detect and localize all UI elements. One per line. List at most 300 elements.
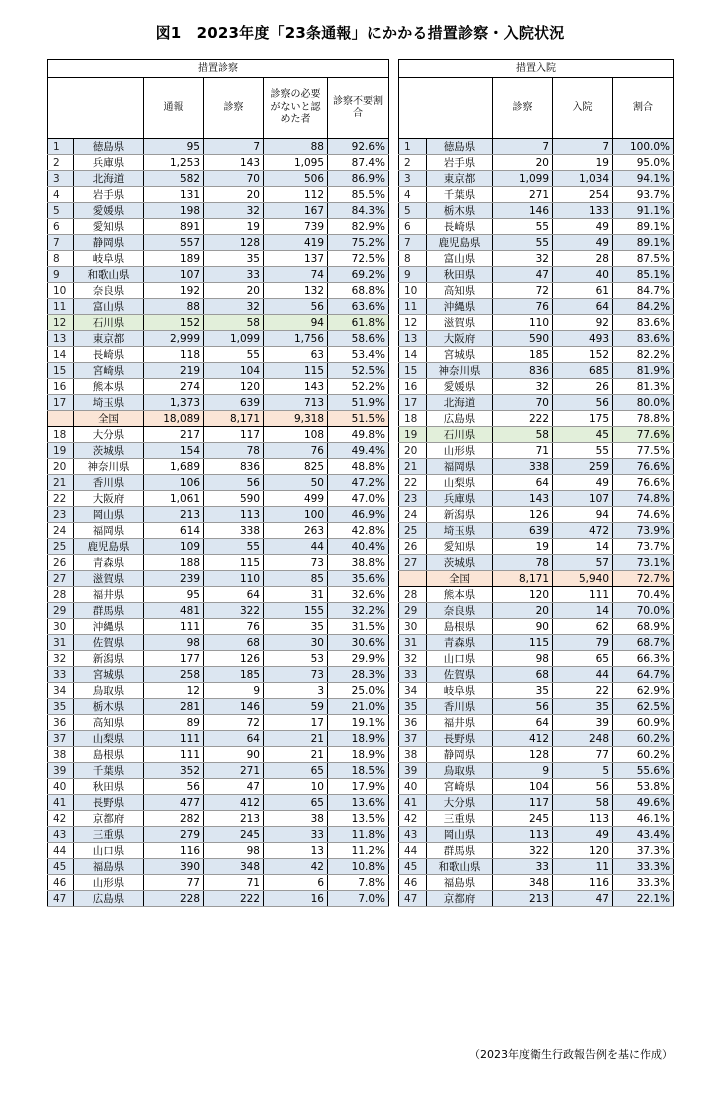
prefecture-cell: 高知県: [74, 715, 144, 731]
page-title: 図1 2023年度「23条通報」にかかる措置診察・入院状況: [155, 24, 565, 42]
group-header: 措置入院: [399, 60, 674, 78]
exams-cell: 20: [493, 603, 553, 619]
prefecture-cell: 滋賀県: [74, 571, 144, 587]
table-row: [48, 427, 389, 443]
not-needed-ratio-cell: 31.5%: [328, 619, 389, 635]
not-needed-cell: 506: [264, 171, 328, 187]
prefecture-cell: 福島県: [427, 875, 493, 891]
not-needed-ratio-cell: 72.5%: [328, 251, 389, 267]
admission-ratio-cell: 89.1%: [613, 235, 674, 251]
not-needed-ratio-cell: 53.4%: [328, 347, 389, 363]
not-needed-ratio-cell: 61.8%: [328, 315, 389, 331]
rank-cell: 43: [399, 827, 427, 843]
exams-cell: 590: [493, 331, 553, 347]
table-row: [48, 891, 389, 907]
table-row: [399, 715, 674, 731]
not-needed-ratio-cell: 13.5%: [328, 811, 389, 827]
rank-cell: 28: [399, 587, 427, 603]
exams-cell: 47: [204, 779, 264, 795]
admission-ratio-cell: 72.7%: [613, 571, 674, 587]
reports-cell: 131: [144, 187, 204, 203]
exams-cell: 64: [204, 587, 264, 603]
rank-cell: 30: [48, 619, 74, 635]
not-needed-cell: 65: [264, 795, 328, 811]
prefecture-cell: 奈良県: [74, 283, 144, 299]
table-row: [48, 347, 389, 363]
prefecture-cell: 兵庫県: [427, 491, 493, 507]
exams-cell: 128: [204, 235, 264, 251]
rank-cell: 43: [48, 827, 74, 843]
exams-cell: 115: [493, 635, 553, 651]
exams-cell: 47: [493, 267, 553, 283]
prefecture-cell: 埼玉県: [74, 395, 144, 411]
admission-ratio-cell: 43.4%: [613, 827, 674, 843]
exams-cell: 639: [204, 395, 264, 411]
prefecture-cell: 香川県: [427, 699, 493, 715]
not-needed-ratio-cell: 32.2%: [328, 603, 389, 619]
admissions-cell: 254: [553, 187, 613, 203]
not-needed-cell: 419: [264, 235, 328, 251]
rank-cell: 29: [399, 603, 427, 619]
prefecture-cell: 埼玉県: [427, 523, 493, 539]
rank-cell: 10: [399, 283, 427, 299]
admissions-cell: 493: [553, 331, 613, 347]
admissions-cell: 685: [553, 363, 613, 379]
rank-cell: 26: [399, 539, 427, 555]
rank-cell: 12: [399, 315, 427, 331]
exams-cell: 590: [204, 491, 264, 507]
measure-admission-table: [398, 59, 674, 907]
exams-cell: 126: [204, 651, 264, 667]
prefecture-cell: 青森県: [427, 635, 493, 651]
admission-ratio-cell: 53.8%: [613, 779, 674, 795]
admissions-cell: 14: [553, 539, 613, 555]
admissions-cell: 7: [553, 139, 613, 155]
rank-cell: 37: [48, 731, 74, 747]
rank-cell: 46: [399, 875, 427, 891]
not-needed-cell: 42: [264, 859, 328, 875]
exams-cell: 8,171: [493, 571, 553, 587]
admissions-cell: 49: [553, 827, 613, 843]
not-needed-cell: 143: [264, 379, 328, 395]
reports-cell: 1,061: [144, 491, 204, 507]
not-needed-cell: 112: [264, 187, 328, 203]
not-needed-cell: 94: [264, 315, 328, 331]
rank-cell: 42: [399, 811, 427, 827]
not-needed-cell: 88: [264, 139, 328, 155]
rank-cell: 3: [48, 171, 74, 187]
prefecture-cell: 香川県: [74, 475, 144, 491]
exams-cell: 115: [204, 555, 264, 571]
exams-cell: 213: [204, 811, 264, 827]
rank-cell: 18: [48, 427, 74, 443]
rank-cell: 21: [48, 475, 74, 491]
admission-ratio-cell: 37.3%: [613, 843, 674, 859]
table-row: [48, 587, 389, 603]
admission-ratio-cell: 91.1%: [613, 203, 674, 219]
exams-cell: 9: [204, 683, 264, 699]
prefecture-cell: 沖縄県: [74, 619, 144, 635]
exams-cell: 55: [493, 235, 553, 251]
rank-cell: 46: [48, 875, 74, 891]
column-header: 診察の必要がないと認めた者: [264, 78, 328, 139]
reports-cell: 582: [144, 171, 204, 187]
exams-cell: 113: [204, 507, 264, 523]
exams-cell: 104: [493, 779, 553, 795]
reports-cell: 177: [144, 651, 204, 667]
table-row: [399, 587, 674, 603]
not-needed-ratio-cell: 82.9%: [328, 219, 389, 235]
table-row: [399, 843, 674, 859]
admission-ratio-cell: 62.5%: [613, 699, 674, 715]
table-row: [48, 747, 389, 763]
rank-cell: 11: [399, 299, 427, 315]
rank-cell: 39: [48, 763, 74, 779]
rank-cell: 40: [48, 779, 74, 795]
table-row: [48, 731, 389, 747]
prefecture-cell: 鳥取県: [427, 763, 493, 779]
exams-cell: 90: [204, 747, 264, 763]
not-needed-ratio-cell: 68.8%: [328, 283, 389, 299]
admission-ratio-cell: 62.9%: [613, 683, 674, 699]
reports-cell: 1,373: [144, 395, 204, 411]
prefecture-cell: 鳥取県: [74, 683, 144, 699]
prefecture-cell: 佐賀県: [74, 635, 144, 651]
exams-cell: 185: [204, 667, 264, 683]
rank-cell: 6: [399, 219, 427, 235]
prefecture-cell: 山口県: [427, 651, 493, 667]
total-row: [48, 411, 389, 427]
rank-cell: 45: [48, 859, 74, 875]
rank-cell: 17: [399, 395, 427, 411]
prefecture-cell: 長崎県: [427, 219, 493, 235]
table-row: [48, 507, 389, 523]
admissions-cell: 57: [553, 555, 613, 571]
rank-cell: 1: [399, 139, 427, 155]
prefecture-cell: 沖縄県: [427, 299, 493, 315]
reports-cell: 116: [144, 843, 204, 859]
admission-ratio-cell: 68.9%: [613, 619, 674, 635]
exams-cell: 146: [493, 203, 553, 219]
reports-cell: 279: [144, 827, 204, 843]
rank-cell: 5: [399, 203, 427, 219]
table-row: [48, 299, 389, 315]
not-needed-cell: 38: [264, 811, 328, 827]
reports-cell: 95: [144, 587, 204, 603]
rank-cell: 10: [48, 283, 74, 299]
rank-cell: 20: [399, 443, 427, 459]
admissions-cell: 175: [553, 411, 613, 427]
table-row: [399, 859, 674, 875]
exams-cell: 412: [493, 731, 553, 747]
rank-cell: 16: [48, 379, 74, 395]
rank-cell: 15: [48, 363, 74, 379]
rank-cell: 16: [399, 379, 427, 395]
admissions-cell: 472: [553, 523, 613, 539]
table-row: [48, 859, 389, 875]
not-needed-cell: 35: [264, 619, 328, 635]
exams-cell: 412: [204, 795, 264, 811]
admissions-cell: 19: [553, 155, 613, 171]
prefecture-cell: 北海道: [74, 171, 144, 187]
admissions-cell: 65: [553, 651, 613, 667]
exams-cell: 117: [493, 795, 553, 811]
admission-ratio-cell: 76.6%: [613, 475, 674, 491]
prefecture-cell: 京都府: [427, 891, 493, 907]
prefecture-cell: 大分県: [74, 427, 144, 443]
reports-cell: 282: [144, 811, 204, 827]
exams-cell: 70: [204, 171, 264, 187]
not-needed-ratio-cell: 7.8%: [328, 875, 389, 891]
exams-cell: 128: [493, 747, 553, 763]
admissions-cell: 94: [553, 507, 613, 523]
rank-cell: 33: [48, 667, 74, 683]
table-row: [48, 139, 389, 155]
exams-cell: 68: [493, 667, 553, 683]
not-needed-cell: 53: [264, 651, 328, 667]
table-row: [48, 651, 389, 667]
rank-cell: 44: [399, 843, 427, 859]
exams-cell: 338: [493, 459, 553, 475]
rank-cell: 4: [399, 187, 427, 203]
exams-cell: 64: [204, 731, 264, 747]
exams-cell: 20: [204, 187, 264, 203]
prefecture-cell: 岡山県: [74, 507, 144, 523]
prefecture-cell: 栃木県: [74, 699, 144, 715]
prefecture-cell: 高知県: [427, 283, 493, 299]
exams-cell: 20: [493, 155, 553, 171]
column-header: 割合: [613, 78, 674, 139]
admission-ratio-cell: 70.0%: [613, 603, 674, 619]
table-row: [48, 619, 389, 635]
reports-cell: 891: [144, 219, 204, 235]
table-row: [48, 363, 389, 379]
table-body: [48, 139, 389, 907]
not-needed-cell: 825: [264, 459, 328, 475]
admissions-cell: 5: [553, 763, 613, 779]
prefecture-cell: 神奈川県: [427, 363, 493, 379]
not-needed-ratio-cell: 75.2%: [328, 235, 389, 251]
reports-cell: 390: [144, 859, 204, 875]
not-needed-cell: 1,756: [264, 331, 328, 347]
not-needed-cell: 167: [264, 203, 328, 219]
column-header: 診察: [204, 78, 264, 139]
reports-cell: 109: [144, 539, 204, 555]
rank-cell: 29: [48, 603, 74, 619]
prefecture-cell: 熊本県: [427, 587, 493, 603]
table-body: [399, 139, 674, 907]
rank-cell: 47: [399, 891, 427, 907]
admission-ratio-cell: 81.3%: [613, 379, 674, 395]
not-needed-cell: 13: [264, 843, 328, 859]
admission-ratio-cell: 84.2%: [613, 299, 674, 315]
reports-cell: 152: [144, 315, 204, 331]
not-needed-cell: 263: [264, 523, 328, 539]
prefecture-cell: 和歌山県: [427, 859, 493, 875]
admissions-cell: 49: [553, 219, 613, 235]
rank-cell: 1: [48, 139, 74, 155]
admissions-cell: 35: [553, 699, 613, 715]
admission-ratio-cell: 87.5%: [613, 251, 674, 267]
table-row: [399, 731, 674, 747]
rank-cell: 23: [399, 491, 427, 507]
prefecture-cell: 静岡県: [427, 747, 493, 763]
not-needed-ratio-cell: 46.9%: [328, 507, 389, 523]
table-row: [399, 491, 674, 507]
not-needed-ratio-cell: 18.9%: [328, 747, 389, 763]
reports-cell: 213: [144, 507, 204, 523]
prefecture-cell: 岩手県: [427, 155, 493, 171]
admission-ratio-cell: 22.1%: [613, 891, 674, 907]
not-needed-ratio-cell: 18.5%: [328, 763, 389, 779]
admissions-cell: 5,940: [553, 571, 613, 587]
prefecture-cell: 宮城県: [427, 347, 493, 363]
prefecture-cell: 岐阜県: [74, 251, 144, 267]
not-needed-cell: 3: [264, 683, 328, 699]
total-row: [399, 571, 674, 587]
reports-cell: 352: [144, 763, 204, 779]
table-row: [399, 427, 674, 443]
prefecture-cell: 徳島県: [427, 139, 493, 155]
not-needed-ratio-cell: 86.9%: [328, 171, 389, 187]
prefecture-cell: 長野県: [74, 795, 144, 811]
admissions-cell: 11: [553, 859, 613, 875]
table-row: [399, 395, 674, 411]
not-needed-ratio-cell: 47.2%: [328, 475, 389, 491]
table-row: [399, 507, 674, 523]
rank-cell: [48, 411, 74, 427]
table-row: [399, 747, 674, 763]
table-row: [48, 875, 389, 891]
rank-cell: 36: [399, 715, 427, 731]
admission-ratio-cell: 49.6%: [613, 795, 674, 811]
exams-cell: 90: [493, 619, 553, 635]
prefecture-cell: 秋田県: [427, 267, 493, 283]
rank-cell: 24: [399, 507, 427, 523]
table-row: [48, 235, 389, 251]
exams-cell: 58: [493, 427, 553, 443]
prefecture-cell: 長崎県: [74, 347, 144, 363]
exams-cell: 35: [204, 251, 264, 267]
table-row: [48, 699, 389, 715]
not-needed-cell: 115: [264, 363, 328, 379]
reports-cell: 154: [144, 443, 204, 459]
exams-cell: 56: [493, 699, 553, 715]
exams-cell: 76: [493, 299, 553, 315]
table-row: [399, 651, 674, 667]
admissions-cell: 1,034: [553, 171, 613, 187]
table-row: [399, 891, 674, 907]
table-row: [48, 331, 389, 347]
exams-cell: 322: [204, 603, 264, 619]
not-needed-ratio-cell: 48.8%: [328, 459, 389, 475]
reports-cell: 477: [144, 795, 204, 811]
prefecture-cell: 愛知県: [74, 219, 144, 235]
prefecture-cell: 愛媛県: [427, 379, 493, 395]
not-needed-cell: 739: [264, 219, 328, 235]
prefecture-cell: 神奈川県: [74, 459, 144, 475]
exams-cell: 143: [493, 491, 553, 507]
rank-cell: 40: [399, 779, 427, 795]
exams-cell: 8,171: [204, 411, 264, 427]
reports-cell: 281: [144, 699, 204, 715]
prefecture-cell: 富山県: [74, 299, 144, 315]
not-needed-ratio-cell: 17.9%: [328, 779, 389, 795]
prefecture-cell: 群馬県: [427, 843, 493, 859]
rank-cell: 27: [48, 571, 74, 587]
not-needed-cell: 10: [264, 779, 328, 795]
reports-cell: 189: [144, 251, 204, 267]
not-needed-ratio-cell: 25.0%: [328, 683, 389, 699]
exams-cell: 1,099: [493, 171, 553, 187]
admissions-cell: 39: [553, 715, 613, 731]
reports-cell: 1,253: [144, 155, 204, 171]
not-needed-ratio-cell: 87.4%: [328, 155, 389, 171]
admission-ratio-cell: 73.1%: [613, 555, 674, 571]
not-needed-ratio-cell: 30.6%: [328, 635, 389, 651]
exams-cell: 55: [204, 347, 264, 363]
admission-ratio-cell: 55.6%: [613, 763, 674, 779]
admission-ratio-cell: 93.7%: [613, 187, 674, 203]
exams-cell: 64: [493, 475, 553, 491]
not-needed-cell: 31: [264, 587, 328, 603]
exams-cell: 117: [204, 427, 264, 443]
admission-ratio-cell: 78.8%: [613, 411, 674, 427]
group-header: 措置診察: [48, 60, 389, 78]
prefecture-cell: 滋賀県: [427, 315, 493, 331]
reports-cell: 481: [144, 603, 204, 619]
not-needed-ratio-cell: 58.6%: [328, 331, 389, 347]
column-header: [399, 78, 493, 139]
not-needed-cell: 16: [264, 891, 328, 907]
exams-cell: 348: [493, 875, 553, 891]
reports-cell: 219: [144, 363, 204, 379]
table-row: [399, 155, 674, 171]
admissions-cell: 259: [553, 459, 613, 475]
exams-cell: 35: [493, 683, 553, 699]
table-row: [48, 187, 389, 203]
table-row: [399, 683, 674, 699]
rank-cell: 23: [48, 507, 74, 523]
admissions-cell: 107: [553, 491, 613, 507]
not-needed-ratio-cell: 18.9%: [328, 731, 389, 747]
reports-cell: 18,089: [144, 411, 204, 427]
exams-cell: 7: [493, 139, 553, 155]
prefecture-cell: 三重県: [427, 811, 493, 827]
reports-cell: 111: [144, 747, 204, 763]
rank-cell: 38: [399, 747, 427, 763]
exams-cell: 271: [493, 187, 553, 203]
prefecture-cell: 岐阜県: [427, 683, 493, 699]
exams-cell: 71: [204, 875, 264, 891]
exams-cell: 76: [204, 619, 264, 635]
exams-cell: 55: [204, 539, 264, 555]
prefecture-cell: 大阪府: [427, 331, 493, 347]
prefecture-cell: 長野県: [427, 731, 493, 747]
prefecture-cell: 福岡県: [74, 523, 144, 539]
rank-cell: 34: [399, 683, 427, 699]
not-needed-ratio-cell: 92.6%: [328, 139, 389, 155]
table-row: [399, 299, 674, 315]
rank-cell: 34: [48, 683, 74, 699]
prefecture-cell: 宮崎県: [74, 363, 144, 379]
admissions-cell: 58: [553, 795, 613, 811]
prefecture-cell: 広島県: [427, 411, 493, 427]
table-row: [48, 763, 389, 779]
table-row: [48, 491, 389, 507]
not-needed-ratio-cell: 28.3%: [328, 667, 389, 683]
rank-cell: 4: [48, 187, 74, 203]
